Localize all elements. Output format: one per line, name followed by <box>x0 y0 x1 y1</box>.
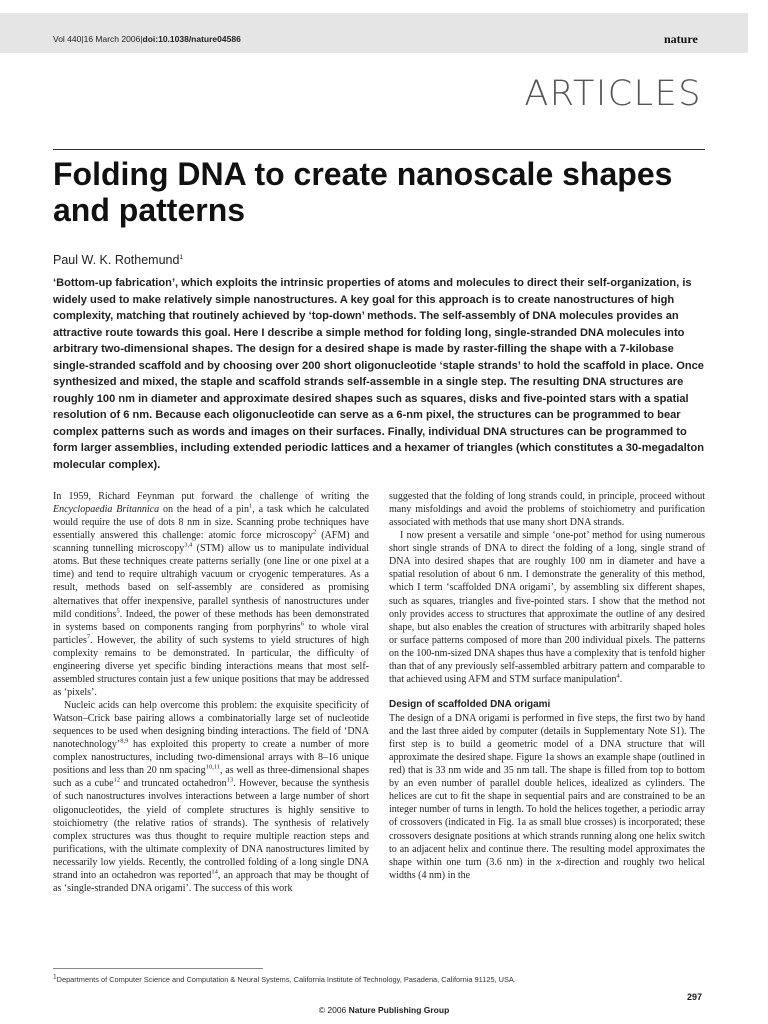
ref-citation[interactable]: 4 <box>616 672 620 680</box>
article-title: Folding DNA to create nanoscale shapes and patterns <box>53 156 673 228</box>
affiliation-mark: 1 <box>179 253 184 261</box>
ref-citation[interactable]: 8,9 <box>120 737 129 745</box>
issue-date: 16 March 2006 <box>83 34 141 44</box>
body-paragraph: I now present a versatile and simple ‘one-pot’ method for using numerous short single strands of DNA to direct the folding of a long, single strand of DNA into desired shapes that are roughly 100 nm in diameter and have a spatial resolution of about 6 nm. I demonstrate the generality of this method, which I term ‘scaffolded DNA origami’, by assembling six different shapes, such as squares, triangles and five-pointed stars. I show that the method not only provides access to structures that approximate the outline of any desired shape, but also enables the creation of structures with arbitrarily shaped holes or surface patterns composed of more than 200 individual pixels. The patterns on the 100-nm-sized DNA shapes thus have a complexity that is tenfold higher than that of any previously self-assembled arbitrary pattern and comparable to that achieved using AFM and STM surface manipulation$^4$. <box>389 530 705 685</box>
body-column-right <box>389 490 705 882</box>
header-bar <box>0 13 748 53</box>
ref-citation[interactable]: 6 <box>300 620 304 628</box>
ref-citation[interactable]: 12 <box>113 777 121 785</box>
body-paragraph: In 1959, Richard Feynman put forward the challenge of writing the Encyclopaedia Britannica on the head of a pin$^1$, a task which he calculated would require the use of dots 8 nm in size. Scanning probe techniques have essentially answered this challenge: atomic force microscopy$^2$ (AFM) and scanning tunnelling microscopy$^{3,4}$ (STM) allow us to manipulate individual atoms. But these techniques create patterns serially (one line or one pixel at a time) and tend to require ultrahigh vacuum or cryogenic temperatures. As a result, methods based on self-assembly are considered as promising alternatives that offer inexpensive, parallel synthesis of nanostructures under mild conditions$^5$. Indeed, the power of these methods has been demonstrated in systems based on components ranging from porphyrins$^6$ to whole viral particles$^7$. However, the ability of such systems to yield structures of high complexity remains to be demonstrated. In particular, the difficulty of engineering diverse yet specific binding interactions means that most self-assembled structures contain just a few unique positions that may be addressed as ‘pixels’. <box>53 491 370 698</box>
body-paragraph: Nucleic acids can help overcome this problem: the exquisite specificity of Watson–Crick base pairing allows a combinatorially large set of nucleotide sequences to be used when designing binding interactions. The field of ‘DNA nanotechnology’$^{8,9}$ has exploited this property to create a number of more complex nanostructures, including two-dimensional arrays with 8–16 unique positions and less than 20 nm spacing$^{10,11}$, as well as three-dimensional shapes such as a cube$^{12}$ and truncated octahedron$^{13}$. However, because the synthesis of such nanostructures involves interactions between a large number of short oligonucleotides, the yield of complete structures is highly sensitive to stoichiometry (the relative ratios of strands). The synthesis of relatively complex structures was thus thought to require multiple reaction steps and purifications, with the ultimate complexity of DNA nanostructures limited by necessarily low yields. Recently, the controlled folding of a long single DNA strand into an octahedron was reported$^{14}$, an approach that may be thought of as ‘single-stranded DNA origami’. The success of this work <box>53 700 369 894</box>
doi-link[interactable]: doi:10.1038/nature04586 <box>142 34 241 44</box>
ref-citation[interactable]: 10,11 <box>205 763 220 771</box>
title-rule <box>53 149 705 150</box>
ref-citation[interactable]: 5 <box>116 607 120 615</box>
body-column-left <box>53 490 369 895</box>
footnote-rule <box>53 968 263 969</box>
journal-reference: Vol 440|16 March 2006|doi:10.1038/nature04586 <box>53 34 241 44</box>
section-heading: Design of scaffolded DNA origami <box>389 698 551 710</box>
volume: Vol 440 <box>53 34 82 44</box>
ref-citation[interactable]: 1 <box>248 502 253 510</box>
author-name: Paul W. K. Rothemund <box>53 253 180 267</box>
journal-logo: nature <box>664 32 698 46</box>
affiliation-footnote: $^1$Departments of Computer Science and Computation & Neural Systems, California Institute of Technology, Pasadena, California 91125, USA. <box>53 973 516 984</box>
ref-citation[interactable]: 14 <box>211 868 218 876</box>
ref-citation[interactable]: 3,4 <box>184 541 193 549</box>
page-number: 297 <box>686 992 702 1002</box>
ref-citation[interactable]: 13 <box>226 777 234 785</box>
abstract: ‘Bottom-up fabrication’, which exploits the intrinsic properties of atoms and molecules to direct their self-organization, is widely used to make relatively simple nanostructures. A key goal for this approach is to create nanostructures of high complexity, matching that routinely achieved by ‘top-down’ methods. The self-assembly of DNA molecules provides an attractive route towards this goal. Here I describe a simple method for folding long, single-stranded DNA molecules into arbitrary two-dimensional shapes. The design for a desired shape is made by raster-filling the shape with a 7-kilobase single-stranded scaffold and by choosing over 200 short oligonucleotide ‘staple strands’ to hold the scaffold in place. Once synthesized and mixed, the staple and scaffold strands self-assemble in a single step. The resulting DNA structures are roughly 100 nm in diameter and approximate desired shapes such as squares, disks and five-pointed stars with a spatial resolution of 6 nm. Because each oligonucleotide can serve as a 6-nm pixel, the structures can be programmed to bear complex patterns such as words and images on their surfaces. Finally, individual DNA structures can be programmed to form larger assemblies, including extended periodic lattices and a hexamer of triangles (which constitutes a 30-megadalton molecular complex). <box>53 277 705 471</box>
ref-citation[interactable]: 7 <box>86 633 91 641</box>
copyright-line: © 2006 Nature Publishing Group <box>318 1005 450 1015</box>
body-paragraph: The design of a DNA origami is performed in five steps, the first two by hand and the last three aided by computer (details in Supplementary Note S1). The first step is to build a geometric model of a DNA structure that will approximate the desired shape. Figure 1a shows an example shape (outlined in red) that is 33 nm wide and 35 nm tall. The shape is filled from top to bottom by an even number of parallel double helices, idealized as cylinders. The helices are cut to fit the shape in sequential pairs and are constrained to be an integer number of turns in length. To hold the helices together, a periodic array of crossovers (indicated in Fig. 1a as small blue crosses) is incorporated; these crossovers designate positions at which strands running along one helix switch to an adjacent helix and continue there. The resulting model approximates the shape within one turn (3.6 nm) in the x-direction and roughly two helical widths (4 nm) in the <box>389 712 705 881</box>
author-line <box>53 253 183 267</box>
section-label: ARTICLES <box>524 74 702 114</box>
ref-citation[interactable]: 2 <box>312 528 317 536</box>
body-paragraph: suggested that the folding of long strands could, in principle, proceed without many misfoldings and avoid the problems of stoichiometry and purification associated with methods that use many short DNA strands. <box>389 491 705 529</box>
